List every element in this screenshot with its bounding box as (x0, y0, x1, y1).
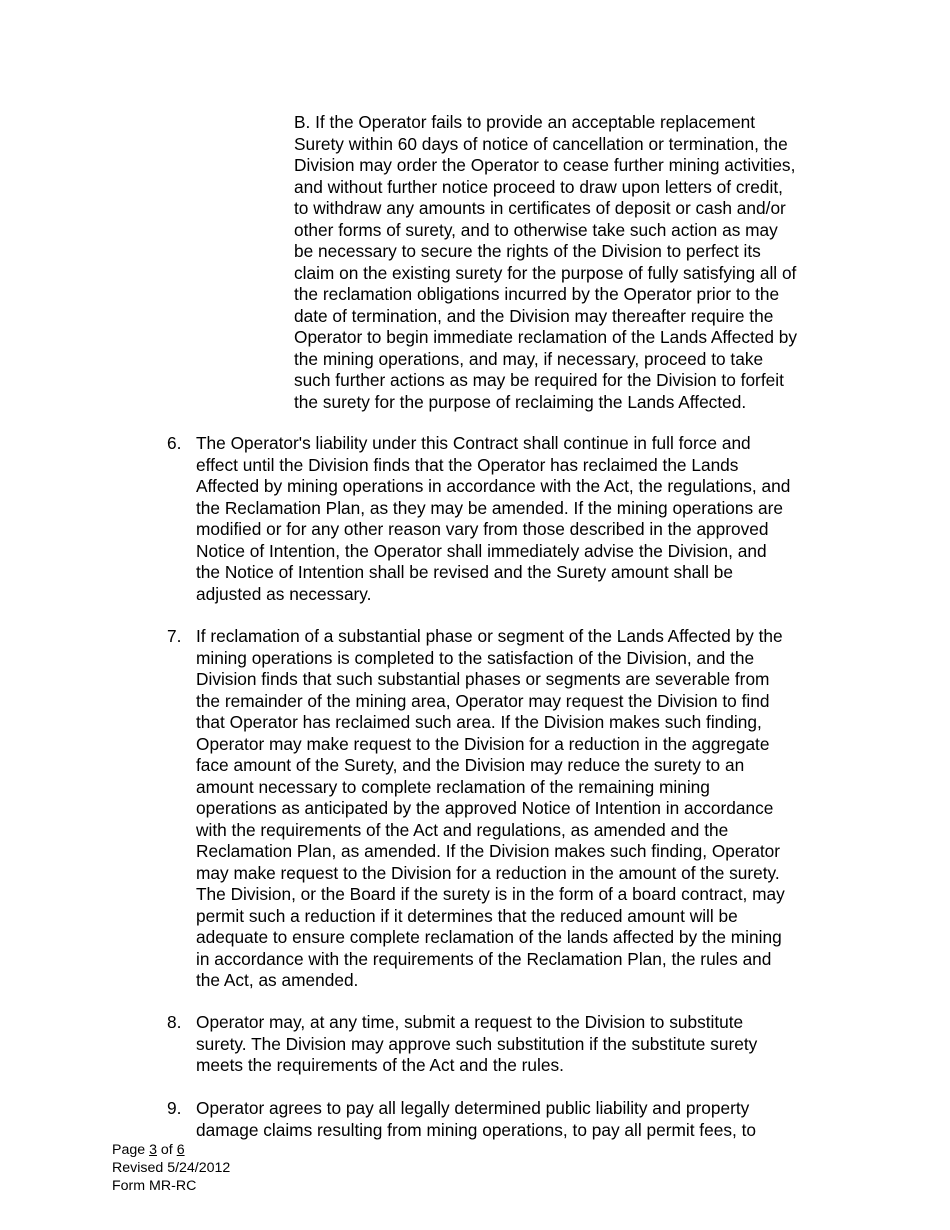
text-line: other forms of surety, and to otherwise take such action as may (294, 219, 778, 240)
text-line: The Division, or the Board if the surety is in the form of a board contract, may (196, 884, 785, 904)
text-line: adjusted as necessary. (196, 583, 372, 604)
text-line: damage claims resulting from mining operations, to pay all permit fees, to (196, 1119, 756, 1140)
text-line: modified or for any other reason vary from those described in the approved (196, 519, 769, 539)
text-line: permit such a reduction if it determines that the reduced amount will be (196, 905, 738, 926)
text-line: may make request to the Division for a reduction in the amount of the surety. (196, 862, 780, 883)
text-line: the reclamation obligations incurred by the Operator prior to the (294, 284, 780, 304)
text-line: mining operations is completed to the satisfaction of the Division, and the (196, 647, 755, 668)
text-line: with the requirements of the Act and regulations, as amended and the (196, 819, 729, 840)
text-line: that Operator has reclaimed such area. If the Division makes such finding, (196, 712, 762, 732)
item-number: 9. (167, 1098, 182, 1118)
text-line: If reclamation of a substantial phase or segment of the Lands Affected by the (196, 626, 783, 646)
item-number: 7. (167, 626, 182, 646)
text-line: Operator to begin immediate reclamation of the Lands Affected by (294, 327, 798, 347)
item-number: 8. (167, 1012, 182, 1032)
text-line: Surety within 60 days of notice of cancellation or termination, the (294, 133, 788, 154)
revision-date: Revised 5/24/2012 (112, 1160, 231, 1176)
text-line: the mining operations, and may, if necessary, proceed to take (294, 348, 764, 369)
text-line: Division finds that such substantial phases or segments are severable from (196, 669, 770, 689)
text-line: Operator agrees to pay all legally determined public liability and property (196, 1098, 750, 1118)
page-mid: of (156, 1142, 177, 1158)
text-line: be necessary to secure the rights of the Division to perfect its (294, 241, 761, 261)
text-line: operations as anticipated by the approved Notice of Intention in accordance (196, 798, 774, 818)
text-line: amount necessary to complete reclamation of the remaining mining (196, 776, 710, 797)
text-line: claim on the existing surety for the purpose of fully satisfying all of (294, 262, 797, 283)
text-line: surety. The Division may approve such substitution if the substitute surety (196, 1033, 758, 1054)
item-number: 6. (167, 433, 182, 453)
text-line: the surety for the purpose of reclaiming the Lands Affected. (294, 391, 747, 412)
text-line: B. If the Operator fails to provide an acceptable replacement (294, 112, 756, 132)
text-line: meets the requirements of the Act and the rules. (196, 1055, 564, 1075)
text-line: to withdraw any amounts in certificates of deposit or cash and/or (294, 198, 786, 218)
text-line: Operator may, at any time, submit a request to the Division to substitute (196, 1012, 744, 1032)
form-id: Form MR-RC (112, 1178, 197, 1194)
page-total: 6 (176, 1142, 185, 1158)
text-line: effect until the Division finds that the Operator has reclaimed the Lands (196, 454, 739, 475)
text-line: in accordance with the requirements of the Reclamation Plan, the rules and (196, 948, 772, 969)
text-line: the Act, as amended. (196, 970, 359, 990)
text-line: the Notice of Intention shall be revised and the Surety amount shall be (196, 562, 734, 582)
page-prefix: Page (112, 1142, 150, 1158)
text-line: date of termination, and the Division may thereafter require the (294, 305, 774, 326)
text-line: Affected by mining operations in accordance with the Act, the regulations, and (196, 476, 791, 496)
text-line: adequate to ensure complete reclamation of the lands affected by the mining (196, 927, 782, 947)
text-line: Reclamation Plan, as amended. If the Division makes such finding, Operator (196, 841, 781, 861)
text-line: Operator may make request to the Division for a reduction in the aggregate (196, 733, 770, 754)
page-number (112, 1142, 185, 1160)
text-line: the Reclamation Plan, as they may be amended. If the mining operations are (196, 497, 783, 518)
text-line: such further actions as may be required for the Division to forfeit (294, 370, 784, 390)
text-line: The Operator's liability under this Contract shall continue in full force and (196, 433, 751, 453)
page-current: 3 (149, 1142, 157, 1158)
text-line: Notice of Intention, the Operator shall immediately advise the Division, and (196, 540, 767, 561)
text-line: the remainder of the mining area, Operator may request the Division to find (196, 690, 770, 711)
text-line: face amount of the Surety, and the Division may reduce the surety to an (196, 755, 745, 775)
text-line: and without further notice proceed to draw upon letters of credit, (294, 176, 783, 197)
text-line: Division may order the Operator to cease further mining activities, (294, 155, 796, 175)
